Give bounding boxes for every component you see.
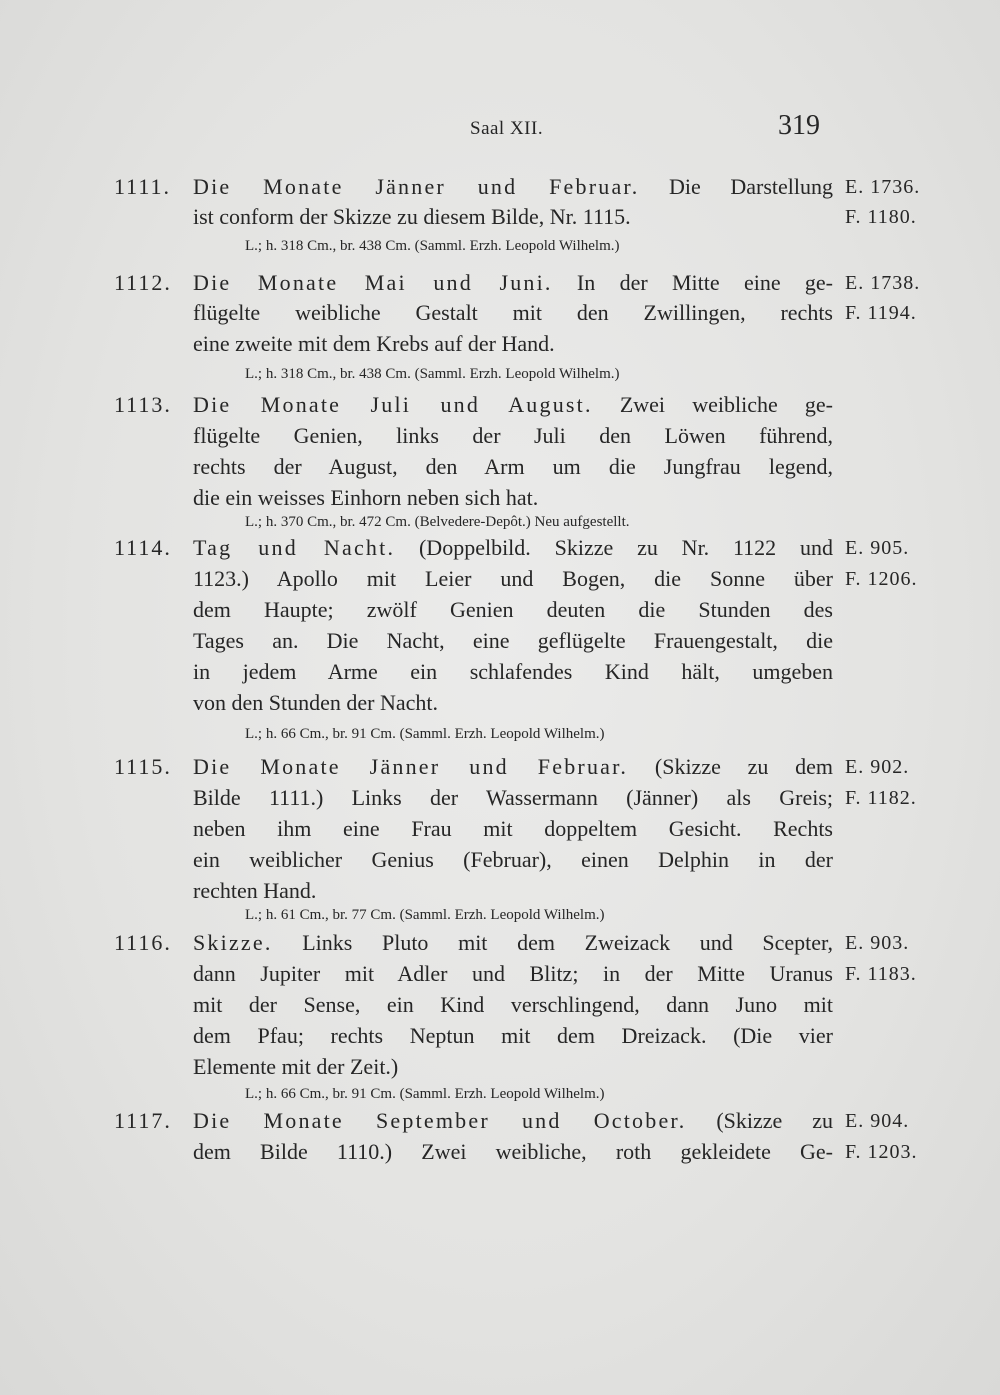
entry-meta: L.; h. 318 Cm., br. 438 Cm. (Samml. Erzh. Leopold Wilhelm.)	[245, 366, 620, 382]
entry-line: Elemente mit der Zeit.)	[193, 1054, 399, 1079]
entry-line: Tages an. Die Nacht, eine geflügelte Frauengestalt, die	[193, 628, 833, 653]
entry-line: flügelte weibliche Gestalt mit den Zwillingen, rechts	[193, 300, 833, 325]
entry-line: eine zweite mit dem Krebs auf der Hand.	[193, 331, 555, 356]
entry-number: 1112.	[114, 270, 172, 295]
entry-line: Bilde 1111.) Links der Wassermann (Jänner) als Greis;	[193, 785, 833, 810]
entry-line: Die Monate Jänner und Februar. Die Darstellung	[193, 174, 833, 199]
entry-meta: L.; h. 370 Cm., br. 472 Cm. (Belvedere-Depôt.) Neu aufgestellt.	[245, 514, 630, 530]
entry-line: rechten Hand.	[193, 878, 317, 903]
entry-ref-f: F. 1182.	[845, 787, 917, 809]
entry-number: 1116.	[114, 930, 172, 955]
entry-line: Die Monate Jänner und Februar. (Skizze zu dem	[193, 754, 834, 779]
entry-line: von den Stunden der Nacht.	[193, 690, 438, 715]
entry-meta: L.; h. 318 Cm., br. 438 Cm. (Samml. Erzh. Leopold Wilhelm.)	[245, 238, 620, 254]
entry-line: Skizze. Links Pluto mit dem Zweizack und Scepter,	[193, 930, 833, 955]
entry-number: 1117.	[114, 1108, 172, 1133]
entry-line: dem Haupte; zwölf Genien deuten die Stunden des	[193, 597, 833, 622]
entry-line: dem Pfau; rechts Neptun mit dem Dreizack. (Die vier	[193, 1023, 833, 1048]
entry-line: die ein weisses Einhorn neben sich hat.	[193, 485, 539, 510]
entry-meta: L.; h. 61 Cm., br. 77 Cm. (Samml. Erzh. Leopold Wilhelm.)	[245, 907, 605, 923]
entry-number: 1114.	[114, 535, 172, 560]
entry-line: 1123.) Apollo mit Leier und Bogen, die Sonne über	[193, 566, 833, 591]
page-number: 319	[778, 110, 820, 141]
entry-ref-e: E. 1736.	[845, 176, 921, 198]
entry-meta: L.; h. 66 Cm., br. 91 Cm. (Samml. Erzh. Leopold Wilhelm.)	[245, 726, 605, 742]
entry-title: Die Monate Juli und August.	[193, 392, 593, 417]
entry-ref-e: E. 1738.	[845, 272, 921, 294]
entry-ref-f: F. 1194.	[845, 302, 917, 324]
entry-ref-e: E. 904.	[845, 1110, 910, 1132]
entry-ref-e: E. 902.	[845, 756, 910, 778]
entry-title: Skizze.	[193, 930, 273, 955]
entry-ref-f: F. 1206.	[845, 568, 918, 590]
entry-ref-e: E. 905.	[845, 537, 910, 559]
entry-ref-f: F. 1203.	[845, 1141, 918, 1163]
entry-line: flügelte Genien, links der Juli den Löwen führend,	[193, 423, 833, 448]
entry-line: Tag und Nacht. (Doppelbild. Skizze zu Nr. 1122 und	[193, 535, 834, 560]
section-title: Saal XII.	[470, 118, 544, 139]
entry-title: Die Monate September und October.	[193, 1108, 687, 1133]
entry-line: in jedem Arme ein schlafendes Kind hält, umgeben	[193, 659, 833, 684]
entry-meta: L.; h. 66 Cm., br. 91 Cm. (Samml. Erzh. Leopold Wilhelm.)	[245, 1086, 605, 1102]
entry-line: rechts der August, den Arm um die Jungfrau legend,	[193, 454, 833, 479]
running-header	[0, 110, 1000, 150]
entry-line: ist conform der Skizze zu diesem Bilde, Nr. 1115.	[193, 204, 631, 229]
entry-ref-f: F. 1180.	[845, 206, 917, 228]
entry-line: dem Bilde 1110.) Zwei weibliche, roth gekleidete Ge-	[193, 1139, 833, 1164]
entry-ref-f: F. 1183.	[845, 963, 917, 985]
entry-line: dann Jupiter mit Adler und Blitz; in der Mitte Uranus	[193, 961, 833, 986]
entry-number: 1113.	[114, 392, 172, 417]
entry-line: Die Monate Juli und August. Zwei weibliche ge-	[193, 392, 833, 417]
entry-number: 1111.	[114, 174, 172, 199]
entry-title: Die Monate Jänner und Februar.	[193, 174, 640, 199]
entry-title: Tag und Nacht.	[193, 535, 396, 560]
entry-number: 1115.	[114, 754, 172, 779]
entry-line: Die Monate Mai und Juni. In der Mitte eine ge-	[193, 270, 833, 295]
entry-title: Die Monate Jänner und Februar.	[193, 754, 629, 779]
entry-title: Die Monate Mai und Juni.	[193, 270, 553, 295]
entry-line: neben ihm eine Frau mit doppeltem Gesicht. Rechts	[193, 816, 833, 841]
entry-ref-e: E. 903.	[845, 932, 910, 954]
entry-line: mit der Sense, ein Kind verschlingend, dann Juno mit	[193, 992, 833, 1017]
entry-line: ein weiblicher Genius (Februar), einen Delphin in der	[193, 847, 833, 872]
entry-line: Die Monate September und October. (Skizze zu	[193, 1108, 833, 1133]
